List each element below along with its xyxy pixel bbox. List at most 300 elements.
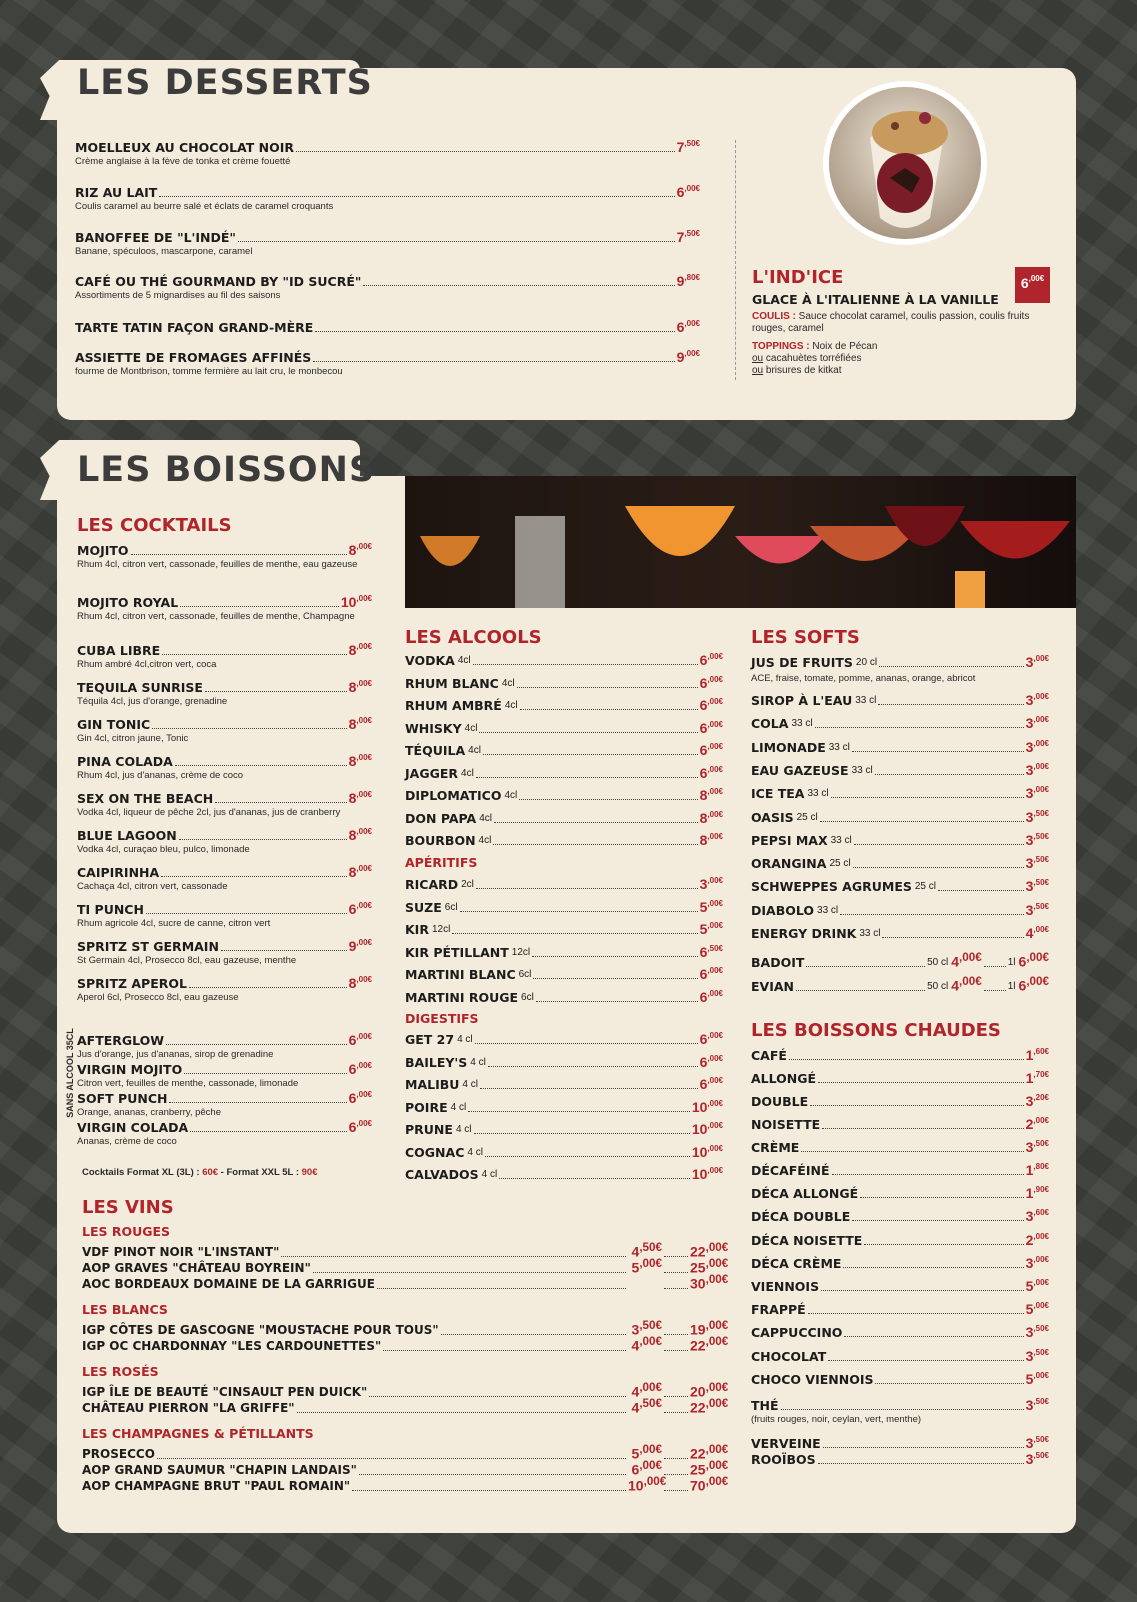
water-name: EVIAN bbox=[751, 978, 794, 994]
water-small: 50 cl bbox=[927, 956, 949, 968]
cocktail-desc: Aperol 6cl, Prosecco 8cl, eau gazeuse bbox=[77, 992, 239, 1003]
digestif-item bbox=[405, 1167, 723, 1182]
wine-item bbox=[82, 1396, 729, 1416]
hot-drink-item-price-cents: ,00€ bbox=[1033, 1116, 1049, 1125]
soft-item-price-cents: ,50€ bbox=[1033, 878, 1049, 888]
wine-glass-cents: ,50€ bbox=[639, 1397, 662, 1410]
dessert-item-price bbox=[677, 230, 700, 245]
the-desc: (fruits rouges, noir, ceylan, vert, menthe) bbox=[751, 1414, 922, 1425]
soft-item-price-value: 4 bbox=[1025, 925, 1034, 941]
hot-drink-item-price-cents: ,00€ bbox=[1033, 1278, 1049, 1287]
soft-item-name: DIABOLO bbox=[751, 902, 815, 918]
cocktail-item-leader bbox=[180, 606, 339, 607]
cocktail-item-price bbox=[349, 791, 372, 806]
digestif-item bbox=[405, 1145, 723, 1160]
wine-glass-price bbox=[628, 1474, 667, 1494]
hot-drink-item bbox=[751, 1209, 1049, 1224]
soft-item-price-cents: ,50€ bbox=[1033, 808, 1049, 818]
digestif-item-qty: 4 cl bbox=[467, 1146, 483, 1158]
soft-juice bbox=[751, 655, 1049, 670]
virgin-cocktail-item-price bbox=[349, 1120, 372, 1135]
cocktail-item-price-cents: ,00€ bbox=[356, 938, 372, 947]
hot-drink-item bbox=[751, 1094, 1049, 1109]
cocktail-item-name: MOJITO ROYAL bbox=[77, 595, 179, 610]
hot-drink-item-price bbox=[1026, 1163, 1049, 1178]
hot-drink-item-price bbox=[1026, 1094, 1049, 1109]
format-note-a: Cocktails Format XL (3L) : bbox=[82, 1167, 203, 1178]
soft-item-qty: 33 cl bbox=[830, 834, 852, 846]
cocktail-item-price-cents: ,00€ bbox=[356, 827, 372, 836]
soft-item-price bbox=[1026, 763, 1049, 778]
cocktail-item bbox=[77, 976, 372, 991]
cocktail-item-leader bbox=[175, 765, 347, 766]
aperitif-item-price-value: 6 bbox=[699, 943, 708, 960]
wine-bottle-value: 20 bbox=[690, 1383, 706, 1400]
hot-drink-item bbox=[751, 1398, 1049, 1413]
alcool-item bbox=[405, 721, 723, 736]
alcool-item-price-cents: ,00€ bbox=[707, 742, 723, 751]
cocktail-item-name: SEX ON THE BEACH bbox=[77, 791, 214, 806]
cocktail-item-leader bbox=[131, 554, 347, 555]
water-leader bbox=[796, 990, 925, 991]
alcool-item-price-value: 6 bbox=[699, 652, 708, 668]
cocktail-item bbox=[77, 643, 372, 658]
dessert-item bbox=[75, 185, 700, 200]
digestif-item-name: MALIBU bbox=[405, 1077, 460, 1092]
alcool-item bbox=[405, 698, 723, 713]
alcool-item-price bbox=[700, 653, 723, 668]
dessert-item-name: BANOFFEE DE "L'INDÉ" bbox=[75, 230, 236, 245]
digestif-item-leader bbox=[499, 1178, 690, 1179]
hot-drink-item-price-value: 3 bbox=[1025, 1255, 1034, 1271]
wine-group-title: LES CHAMPAGNES & PÉTILLANTS bbox=[82, 1426, 314, 1441]
hot-drink-item-name: DÉCAFÉINÉ bbox=[751, 1163, 830, 1178]
aperitif-item-leader bbox=[460, 911, 698, 912]
cocktail-item bbox=[77, 595, 372, 610]
virgin-cocktail-item-price-cents: ,00€ bbox=[356, 1061, 372, 1070]
soft-item-qty: 33 cl bbox=[855, 695, 877, 706]
wine-name: AOP CHAMPAGNE BRUT "PAUL ROMAIN" bbox=[82, 1478, 351, 1493]
alcool-item-price-cents: ,00€ bbox=[707, 787, 723, 796]
coulis-label: COULIS : bbox=[752, 311, 796, 322]
soft-item-price-value: 3 bbox=[1025, 785, 1034, 802]
water-price-small-value: 4 bbox=[951, 977, 960, 994]
water-price-big-cents: ,00€ bbox=[1026, 975, 1049, 988]
hot-drink-item bbox=[751, 1048, 1049, 1063]
indice-toppings bbox=[752, 341, 1052, 377]
soft-item-leader bbox=[875, 774, 1024, 775]
soft-item-price bbox=[1026, 810, 1049, 825]
chaudes-title: LES BOISSONS CHAUDES bbox=[751, 1020, 1001, 1041]
wine-name: AOP GRAVES "CHÂTEAU BOYREIN" bbox=[82, 1260, 311, 1275]
digestif-item-leader bbox=[485, 1156, 690, 1157]
water-price-small-cents: ,00€ bbox=[959, 951, 982, 964]
soft-item-price bbox=[1026, 693, 1049, 708]
dessert-item-name: ASSIETTE DE FROMAGES AFFINÉS bbox=[75, 350, 312, 365]
wine-group-title: LES ROSÉS bbox=[82, 1364, 159, 1379]
wine-name: PROSECCO bbox=[82, 1446, 155, 1461]
hot-drink-item-price bbox=[1026, 1349, 1049, 1364]
digestif-item-price-cents: ,00€ bbox=[707, 1121, 723, 1130]
wine-glass-value: 5 bbox=[631, 1259, 640, 1276]
aperitif-item-qty: 6cl bbox=[518, 969, 532, 980]
hot-drink-item-leader bbox=[852, 1220, 1023, 1221]
wine-glass-value: 4 bbox=[631, 1383, 640, 1400]
soft-item-price-value: 3 bbox=[1025, 738, 1034, 755]
hot-drink-item-price bbox=[1026, 1233, 1049, 1248]
wine-leader bbox=[297, 1412, 626, 1413]
digestif-item-qty: 4 cl bbox=[450, 1101, 467, 1113]
soft-item-price-value: 3 bbox=[1025, 855, 1034, 872]
hot-drink-item-price-value: 3 bbox=[1025, 1139, 1034, 1155]
aperitif-item-leader bbox=[452, 933, 697, 934]
hot-drink-item-price bbox=[1026, 1452, 1049, 1467]
cocktail-item-price-cents: ,00€ bbox=[356, 864, 372, 873]
digestif-item-name: CALVADOS bbox=[405, 1167, 479, 1182]
hot-drink-item-price bbox=[1026, 1436, 1049, 1451]
wine-name: AOC BORDEAUX DOMAINE DE LA GARRIGUE bbox=[82, 1276, 375, 1291]
hot-drink-item-name: DÉCA CRÈME bbox=[751, 1256, 842, 1271]
alcool-item-price-cents: ,00€ bbox=[707, 764, 723, 774]
soft-item-leader bbox=[815, 727, 1024, 728]
cocktail-item-leader bbox=[215, 802, 346, 803]
cocktail-item-leader bbox=[205, 691, 347, 692]
aperitif-item-price bbox=[700, 945, 723, 960]
soft-item bbox=[751, 833, 1049, 848]
hot-drink-item-leader bbox=[844, 1336, 1023, 1337]
soft-item-qty: 33 cl bbox=[851, 764, 873, 776]
hot-drink-item-price-cents: ,80€ bbox=[1033, 1162, 1049, 1171]
cocktail-item-price-cents: ,00€ bbox=[356, 716, 372, 725]
alcool-item-price bbox=[700, 788, 723, 803]
cocktail-item bbox=[77, 902, 372, 917]
hot-drink-item-name: CHOCOLAT bbox=[751, 1349, 827, 1364]
virgin-cocktail-item-price-value: 6 bbox=[348, 1119, 357, 1135]
water-item bbox=[751, 974, 1049, 994]
dessert-item-price-value: 6 bbox=[676, 184, 685, 200]
soft-item-qty: 25 cl bbox=[829, 858, 851, 870]
virgin-cocktail-item-price bbox=[349, 1033, 372, 1048]
dessert-item bbox=[75, 230, 700, 245]
format-note-b: - Format XXL 5L : bbox=[218, 1167, 302, 1178]
digestif-item-price bbox=[692, 1167, 723, 1182]
indice-subtitle: GLACE À L'ITALIENNE À LA VANILLE bbox=[752, 292, 999, 307]
digestif-item-qty: 4 cl bbox=[481, 1169, 498, 1180]
wine-glass-cents: ,00€ bbox=[639, 1381, 662, 1394]
wine-bottle-value: 22 bbox=[690, 1337, 706, 1354]
soft-item-price bbox=[1026, 740, 1049, 755]
alcool-item-leader bbox=[493, 844, 697, 845]
alcool-item-leader bbox=[476, 777, 698, 778]
hot-drink-item-leader bbox=[789, 1059, 1024, 1060]
wine-glass-value: 4 bbox=[631, 1243, 640, 1260]
cocktail-item-price bbox=[349, 754, 372, 769]
hot-drink-item-name: VERVEINE bbox=[751, 1436, 821, 1451]
alcool-item-price bbox=[700, 698, 723, 713]
aperitifs-title: APÉRITIFS bbox=[405, 855, 478, 870]
hot-drink-item-leader bbox=[810, 1105, 1023, 1106]
cocktail-item-price-cents: ,00€ bbox=[356, 542, 372, 551]
wine-glass-value: 5 bbox=[631, 1445, 640, 1462]
soft-item-name: EAU GAZEUSE bbox=[751, 762, 849, 778]
hot-drink-item-price-cents: ,50€ bbox=[1033, 1397, 1049, 1406]
hot-drink-item-leader bbox=[843, 1267, 1023, 1268]
virgin-cocktail-item-price bbox=[349, 1062, 372, 1077]
cocktail-desc: Vodka 4cl, liqueur de pêche 2cl, jus d'ananas, jus de cranberry bbox=[77, 807, 341, 818]
cocktail-item-price-value: 9 bbox=[348, 938, 357, 954]
hot-drink-item-price-cents: ,00€ bbox=[1033, 1232, 1049, 1241]
alcool-item-price-cents: ,00€ bbox=[707, 719, 723, 729]
hot-drink-item-price bbox=[1026, 1279, 1049, 1294]
soft-item bbox=[751, 903, 1049, 918]
cocktail-desc: Rhum ambré 4cl,citron vert, coca bbox=[77, 659, 217, 670]
soft-item-name: SIROP À L'EAU bbox=[751, 693, 853, 708]
virgin-cocktail-item-name: AFTERGLOW bbox=[77, 1033, 165, 1048]
virgin-cocktail-desc: Ananas, crème de coco bbox=[77, 1136, 177, 1147]
wine-bottle-cents: ,00€ bbox=[705, 1257, 729, 1270]
hot-drink-item-price-value: 5 bbox=[1025, 1278, 1034, 1294]
dessert-item-price-value: 7 bbox=[676, 229, 685, 245]
hot-drink-item-leader bbox=[822, 1128, 1023, 1129]
soft-item-name: ENERGY DRINK bbox=[751, 926, 857, 941]
alcool-item-price bbox=[700, 811, 723, 826]
hot-drink-item-name: CHOCO VIENNOIS bbox=[751, 1372, 874, 1387]
cocktail-item-price-cents: ,00€ bbox=[356, 901, 372, 910]
soft-item-qty: 25 cl bbox=[796, 811, 818, 823]
wine-bottle-cents: ,00€ bbox=[705, 1459, 729, 1472]
cocktail-item-leader bbox=[221, 950, 347, 951]
digestif-item-price-value: 6 bbox=[699, 1076, 708, 1092]
hot-drink-item-price-value: 3 bbox=[1025, 1435, 1034, 1451]
virgin-cocktail-desc: Citron vert, feuilles de menthe, cassonade, limonade bbox=[77, 1078, 299, 1089]
dessert-item-price bbox=[677, 320, 700, 335]
soft-item bbox=[751, 693, 1049, 708]
aperitif-item-qty: 2cl bbox=[461, 879, 474, 890]
digestif-item-price-cents: ,00€ bbox=[707, 1143, 723, 1153]
wine-bottle-cents: ,00€ bbox=[705, 1335, 729, 1348]
cocktail-item-price-value: 6 bbox=[348, 901, 357, 917]
hot-drink-item-price-cents: ,00€ bbox=[1033, 1301, 1049, 1310]
cocktail-item-price-value: 10 bbox=[340, 594, 357, 610]
wine-glass-price bbox=[628, 1396, 662, 1416]
aperitif-item-price bbox=[700, 967, 723, 982]
hot-drink-item-name: DÉCA NOISETTE bbox=[751, 1233, 863, 1248]
digestif-item-leader bbox=[480, 1088, 698, 1089]
desserts-title: LES DESSERTS bbox=[77, 63, 373, 103]
indice-title: L'IND'ICE bbox=[752, 267, 844, 288]
soft-item bbox=[751, 786, 1049, 801]
wine-glass-cents: ,00€ bbox=[639, 1443, 662, 1456]
cocktail-item-price bbox=[349, 976, 372, 991]
soft-item-qty: 33 cl bbox=[859, 928, 881, 939]
cocktail-item-price bbox=[349, 643, 372, 658]
wine-glass-value: 10 bbox=[628, 1477, 644, 1494]
softs-title: LES SOFTS bbox=[751, 627, 860, 648]
digestif-item-name: BAILEY'S bbox=[405, 1054, 468, 1070]
wine-bottle-cents: ,00€ bbox=[705, 1475, 729, 1488]
alcool-item-leader bbox=[473, 664, 698, 665]
cocktail-item-price-value: 8 bbox=[348, 864, 357, 880]
alcool-item-price-value: 6 bbox=[699, 742, 708, 758]
soft-item-price-value: 3 bbox=[1025, 901, 1034, 918]
dessert-desc: Banane, spéculoos, mascarpone, caramel bbox=[75, 246, 253, 257]
hot-drink-item-price bbox=[1026, 1071, 1049, 1086]
hot-drink-item-name: CAFÉ bbox=[751, 1048, 787, 1063]
cocktail-item-leader bbox=[189, 987, 347, 988]
cocktail-desc: Rhum 4cl, citron vert, cassonade, feuilles de menthe, eau gazeuse bbox=[77, 559, 358, 570]
alcool-item-qty: 4cl bbox=[479, 812, 492, 824]
hot-drink-item-price-cents: ,50€ bbox=[1033, 1324, 1049, 1333]
hot-drink-item-leader bbox=[875, 1383, 1023, 1384]
hot-drink-item-name: THÉ bbox=[751, 1398, 779, 1413]
wine-name: IGP OC CHARDONNAY "LES CARDOUNETTES" bbox=[82, 1338, 382, 1353]
hot-drink-item bbox=[751, 1117, 1049, 1132]
cocktail-item-leader bbox=[161, 876, 346, 877]
aperitif-item-price-value: 6 bbox=[699, 966, 708, 982]
hot-drink-item-name: ROOÏBOS bbox=[751, 1452, 816, 1467]
dessert-item bbox=[75, 274, 700, 289]
soft-item-price-cents: ,00€ bbox=[1033, 925, 1049, 934]
aperitif-item-price-cents: ,50€ bbox=[707, 943, 723, 953]
or-2: ou bbox=[752, 365, 764, 376]
soft-item-price-cents: ,00€ bbox=[1033, 692, 1049, 701]
digestif-item-price bbox=[692, 1100, 723, 1115]
alcool-item-price-value: 8 bbox=[699, 809, 708, 826]
hot-drink-item-leader bbox=[781, 1409, 1024, 1410]
sans-alcool-label: SANS ALCOOL 35CL bbox=[65, 1028, 75, 1118]
wine-glass-value: 4 bbox=[631, 1337, 640, 1354]
alcool-item bbox=[405, 743, 723, 758]
alcool-item-price-cents: ,00€ bbox=[707, 674, 723, 684]
soft-item bbox=[751, 856, 1049, 871]
aperitif-item-leader bbox=[533, 978, 697, 979]
digestif-item-price-cents: ,00€ bbox=[707, 1031, 723, 1040]
hot-drink-item-price-cents: ,50€ bbox=[1033, 1139, 1049, 1148]
hot-drink-item bbox=[751, 1325, 1049, 1340]
hot-drink-item bbox=[751, 1452, 1049, 1467]
hot-drink-item-price-cents: ,90€ bbox=[1033, 1185, 1049, 1194]
toppings-label: TOPPINGS : bbox=[752, 341, 810, 352]
hot-drink-item-price bbox=[1026, 1325, 1049, 1340]
digestif-item bbox=[405, 1100, 723, 1115]
soft-item-price bbox=[1026, 716, 1049, 731]
wine-bottle-value: 22 bbox=[690, 1243, 706, 1260]
hot-drink-item-price-value: 3 bbox=[1025, 1093, 1034, 1109]
cocktail-item-price-cents: ,00€ bbox=[356, 790, 372, 799]
soft-item-leader bbox=[853, 867, 1024, 868]
cocktail-item bbox=[77, 939, 372, 954]
aperitif-item-name: MARTINI ROUGE bbox=[405, 989, 519, 1005]
virgin-cocktail-item-leader bbox=[184, 1073, 346, 1074]
alcool-item-name: DIPLOMATICO bbox=[405, 788, 502, 803]
digestif-item bbox=[405, 1077, 723, 1092]
digestif-item-price-cents: ,00€ bbox=[707, 1076, 723, 1085]
wine-bottle-price bbox=[690, 1334, 729, 1354]
hot-drink-item-name: NOISETTE bbox=[751, 1117, 821, 1132]
wine-bottle-price bbox=[690, 1474, 729, 1494]
cocktail-item-price-value: 8 bbox=[348, 716, 357, 732]
cocktail-item-price-value: 8 bbox=[348, 975, 357, 991]
dessert-item-leader bbox=[313, 361, 674, 362]
wine-bottle-value: 25 bbox=[690, 1461, 706, 1478]
wine-group-title: LES ROUGES bbox=[82, 1224, 171, 1239]
alcool-item-price-value: 6 bbox=[699, 697, 708, 713]
aperitif-item-name: KIR bbox=[405, 922, 429, 937]
aperitif-item-price-cents: ,00€ bbox=[707, 966, 723, 975]
alcool-item-name: RHUM BLANC bbox=[405, 675, 499, 691]
hot-drink-item bbox=[751, 1349, 1049, 1364]
divider bbox=[735, 140, 736, 380]
dessert-item-leader bbox=[315, 331, 674, 332]
water-price-small bbox=[951, 950, 981, 970]
alcool-item-price bbox=[700, 766, 723, 781]
hot-drink-item-price-value: 2 bbox=[1025, 1116, 1034, 1132]
digestif-item-price-value: 10 bbox=[691, 1143, 708, 1160]
soft-item bbox=[751, 810, 1049, 825]
hot-drink-item-price-value: 1 bbox=[1025, 1047, 1034, 1063]
alcool-item-name: JAGGER bbox=[405, 765, 459, 781]
hot-drink-item-price bbox=[1026, 1140, 1049, 1155]
aperitif-item-qty: 6cl bbox=[444, 901, 458, 913]
alcool-item-price-value: 6 bbox=[699, 764, 708, 781]
wine-leader-2 bbox=[664, 1412, 688, 1413]
soft-item bbox=[751, 716, 1049, 731]
soft-item-price bbox=[1026, 879, 1049, 894]
hot-drink-item-price-value: 3 bbox=[1025, 1348, 1034, 1364]
alcool-item-qty: 4cl bbox=[461, 767, 474, 779]
wine-item bbox=[82, 1272, 729, 1292]
cocktail-desc: Gin 4cl, citron jaune, Tonic bbox=[77, 733, 189, 744]
soft-item-name: COLA bbox=[751, 716, 789, 732]
alcool-item-price-value: 8 bbox=[699, 832, 708, 848]
soft-juice-price bbox=[1026, 655, 1049, 670]
wine-bottle-cents: ,00€ bbox=[705, 1241, 729, 1254]
digestif-item-price-value: 6 bbox=[699, 1053, 708, 1070]
cocktail-item-name: PINA COLADA bbox=[77, 754, 173, 769]
soft-item-price-cents: ,50€ bbox=[1033, 855, 1049, 865]
cocktail-item-price bbox=[349, 939, 372, 954]
cocktails-banner-photo bbox=[405, 476, 1076, 608]
wine-bottle-price bbox=[690, 1272, 729, 1292]
hot-drink-item-price bbox=[1026, 1256, 1049, 1271]
hot-drink-item-price bbox=[1026, 1372, 1049, 1387]
digestif-item-price bbox=[692, 1145, 723, 1160]
alcool-item bbox=[405, 811, 723, 826]
hot-drink-item-name: CRÈME bbox=[751, 1140, 800, 1155]
water-price-big bbox=[1019, 974, 1049, 994]
alcool-item-name: RHUM AMBRÉ bbox=[405, 698, 502, 713]
digestif-item-name: PRUNE bbox=[405, 1122, 453, 1137]
soft-item-name: OASIS bbox=[751, 809, 794, 825]
virgin-cocktail-item-price-cents: ,00€ bbox=[356, 1032, 372, 1041]
wine-bottle-value: 19 bbox=[690, 1321, 706, 1338]
virgin-cocktail-item bbox=[77, 1091, 372, 1106]
alcool-item bbox=[405, 766, 723, 781]
hot-drink-item-price-value: 5 bbox=[1025, 1301, 1034, 1317]
virgin-cocktail-item-price-value: 6 bbox=[348, 1061, 357, 1077]
water-price-small bbox=[951, 974, 981, 994]
hot-drink-item bbox=[751, 1140, 1049, 1155]
hot-drink-item-price-cents: ,60€ bbox=[1033, 1047, 1049, 1056]
aperitif-item-qty: 12cl bbox=[431, 924, 451, 935]
cocktail-item-leader bbox=[179, 839, 347, 840]
water-price-small-cents: ,00€ bbox=[959, 975, 982, 988]
dessert-item-leader bbox=[238, 241, 675, 242]
soft-item-price-value: 3 bbox=[1025, 831, 1034, 848]
water-big: 1l bbox=[1007, 956, 1016, 968]
cocktail-item-price-value: 8 bbox=[348, 679, 357, 695]
hot-drink-item-price-value: 5 bbox=[1025, 1371, 1034, 1387]
